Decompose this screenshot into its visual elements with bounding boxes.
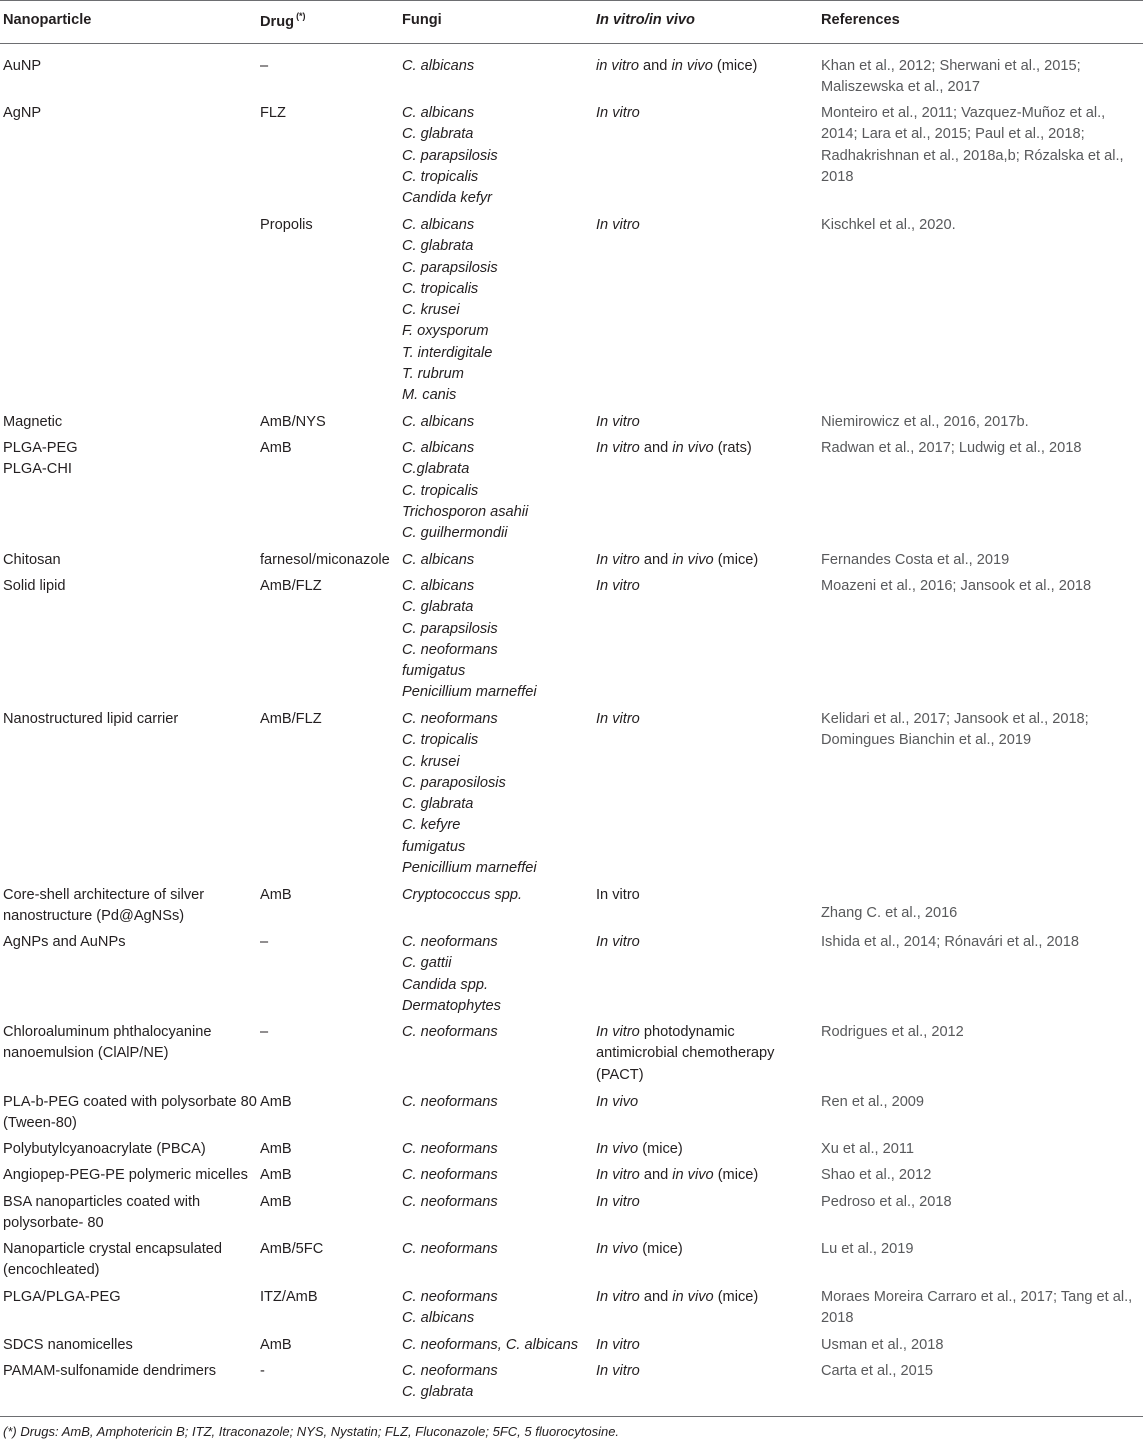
fungus-name: fumigatus xyxy=(402,838,466,855)
cell-references: Ren et al., 2009 xyxy=(821,1094,925,1110)
cell-drug: – xyxy=(260,1024,269,1040)
fungus-name: C. neoformans xyxy=(402,1241,498,1257)
fungus-name: C. parapsilosis xyxy=(402,147,498,164)
cell-fungi xyxy=(402,932,594,1017)
cell-invitro-invivo: In vivo (mice) xyxy=(596,1141,683,1157)
cell-nanoparticle: AuNP xyxy=(3,58,42,74)
cell-fungi xyxy=(402,1022,594,1043)
header-references: References xyxy=(821,12,900,28)
cell-invitro-invivo: In vitro photodynamic antimicrobial chemotherapy (PACT) xyxy=(596,1024,775,1083)
cell-nanoparticle: AgNPs and AuNPs xyxy=(3,934,126,950)
cell-nanoparticle: PLGA/PLGA-PEG xyxy=(3,1289,121,1305)
cell-invitro-invivo: In vivo xyxy=(596,1094,639,1110)
cell-fungi xyxy=(402,1239,594,1260)
cell-fungi xyxy=(402,576,594,704)
header-invitro-invivo xyxy=(596,12,695,28)
cell-references: Moazeni et al., 2016; Jansook et al., 2018 xyxy=(821,578,1092,594)
table-top-rule xyxy=(0,0,1143,1)
cell-references: Shao et al., 2012 xyxy=(821,1167,932,1183)
fungus-name: C. gattii xyxy=(402,955,452,972)
cell-invitro-invivo: In vitro xyxy=(596,934,640,950)
fungus-name: C. tropicalis xyxy=(402,732,479,749)
fungus-name: C. tropicalis xyxy=(402,482,479,499)
cell-references: Niemirowicz et al., 2016, 2017b. xyxy=(821,414,1029,430)
fungus-name: Penicillium marneffei xyxy=(402,860,537,877)
cell-references: Pedroso et al., 2018 xyxy=(821,1194,952,1210)
cell-nanoparticle: PLA-b-PEG coated with polysorbate 80 (Tween-80) xyxy=(3,1094,257,1132)
cell-drug: – xyxy=(260,58,269,74)
fungus-name: C. neoformans xyxy=(402,711,498,727)
cell-drug: AmB xyxy=(260,887,292,903)
cell-invitro-invivo: In vitro xyxy=(596,711,640,727)
cell-references: Rodrigues et al., 2012 xyxy=(821,1024,964,1040)
cell-references: Radwan et al., 2017; Ludwig et al., 2018 xyxy=(821,440,1082,456)
fungus-name: C. neoformans xyxy=(402,1024,498,1040)
cell-references: Ishida et al., 2014; Rónavári et al., 2018 xyxy=(821,934,1079,950)
cell-nanoparticle: Solid lipid xyxy=(3,578,66,594)
fungus-name: C. paraposilosis xyxy=(402,774,506,791)
fungus-name: C. neoformans, C. albicans xyxy=(402,1337,579,1353)
cell-references: Kelidari et al., 2017; Jansook et al., 2018; Domingues Bianchin et al., 2019 xyxy=(821,711,1089,749)
cell-invitro-invivo: In vitro xyxy=(596,887,640,903)
cell-invitro-invivo: in vitro and in vivo (mice) xyxy=(596,58,758,74)
cell-fungi xyxy=(402,709,594,879)
cell-nanoparticle: SDCS nanomicelles xyxy=(3,1337,133,1353)
cell-references: Zhang C. et al., 2016 xyxy=(821,905,958,921)
fungus-name: C. parapsilosis xyxy=(402,620,498,637)
cell-drug: AmB xyxy=(260,1337,292,1353)
cell-invitro-invivo: In vitro xyxy=(596,578,640,594)
cell-fungi xyxy=(402,885,594,906)
cell-drug: AmB xyxy=(260,1167,292,1183)
cell-references: Xu et al., 2011 xyxy=(821,1141,915,1157)
fungus-name: Penicillium marneffei xyxy=(402,684,537,701)
cell-drug: AmB xyxy=(260,1141,292,1157)
fungus-name: F. oxysporum xyxy=(402,323,489,340)
cell-fungi xyxy=(402,56,594,77)
cell-drug: AmB/NYS xyxy=(260,414,326,430)
cell-nanoparticle: Angiopep-PEG-PE polymeric micelles xyxy=(3,1167,248,1183)
fungus-name: C. glabrata xyxy=(402,238,474,255)
cell-references: Kischkel et al., 2020. xyxy=(821,217,956,233)
cell-nanoparticle: Chitosan xyxy=(3,552,61,568)
cell-drug: Propolis xyxy=(260,217,313,233)
fungus-name: C. neoformans xyxy=(402,641,498,658)
cell-nanoparticle: Nanostructured lipid carrier xyxy=(3,711,179,727)
fungus-name: C. albicans xyxy=(402,1310,475,1327)
cell-drug: AmB xyxy=(260,1194,292,1210)
cell-invitro-invivo: In vitro xyxy=(596,1363,640,1379)
cell-fungi xyxy=(402,1092,594,1113)
fungus-name: T. interdigitale xyxy=(402,344,493,361)
cell-fungi xyxy=(402,550,594,571)
header-invitro-invivo-label: In vitro/in vivo xyxy=(596,12,695,28)
cell-invitro-invivo: In vitro and in vivo (mice) xyxy=(596,1289,759,1305)
fungus-name: C. neoformans xyxy=(402,1194,498,1210)
header-rule xyxy=(0,43,1143,44)
cell-fungi xyxy=(402,1192,594,1213)
cell-nanoparticle: PAMAM-sulfonamide dendrimers xyxy=(3,1363,217,1379)
cell-drug: FLZ xyxy=(260,105,286,121)
cell-fungi xyxy=(402,1361,594,1404)
cell-invitro-invivo: In vitro and in vivo (mice) xyxy=(596,552,759,568)
table-footnote: (*) Drugs: AmB, Amphotericin B; ITZ, Itraconazole; NYS, Nystatin; FLZ, Fluconazole; 5FC, 5 fluorocytosine. xyxy=(3,1424,620,1439)
header-nanoparticle: Nanoparticle xyxy=(3,12,92,28)
cell-nanoparticle: Nanoparticle crystal encapsulated (encochleated) xyxy=(3,1241,223,1279)
cell-drug: - xyxy=(260,1363,265,1379)
fungus-name: C. neoformans xyxy=(402,1167,498,1183)
cell-drug: AmB/FLZ xyxy=(260,578,322,594)
cell-references: Carta et al., 2015 xyxy=(821,1363,933,1379)
cell-invitro-invivo: In vitro xyxy=(596,105,640,121)
cell-drug: – xyxy=(260,934,269,950)
fungus-name: fumigatus xyxy=(402,663,466,680)
fungus-name: C. glabrata xyxy=(402,1384,474,1401)
cell-invitro-invivo: In vivo (mice) xyxy=(596,1241,683,1257)
fungus-name: C. glabrata xyxy=(402,599,474,616)
cell-references: Fernandes Costa et al., 2019 xyxy=(821,552,1010,568)
cell-drug: farnesol/miconazole xyxy=(260,552,390,568)
cell-invitro-invivo: In vitro and in vivo (rats) xyxy=(596,440,752,456)
fungus-name: C. albicans xyxy=(402,58,475,74)
cell-nanoparticle: AgNP xyxy=(3,105,42,121)
cell-fungi xyxy=(402,1165,594,1186)
fungus-name: C. albicans xyxy=(402,105,475,121)
fungus-name: C. parapsilosis xyxy=(402,259,498,276)
fungus-name: C. glabrata xyxy=(402,126,474,143)
fungus-name: C. neoformans xyxy=(402,1363,498,1379)
header-drug-footnote-mark: (*) xyxy=(296,11,306,21)
fungus-name: Candida spp. xyxy=(402,976,489,993)
cell-references: Lu et al., 2019 xyxy=(821,1241,914,1257)
cell-invitro-invivo: In vitro and in vivo (mice) xyxy=(596,1167,759,1183)
cell-nanoparticle: Core-shell architecture of silver nanostructure (Pd@AgNSs) xyxy=(3,887,205,925)
cell-nanoparticle: Chloroaluminum phthalocyanine nanoemulsion (ClAlP/NE) xyxy=(3,1024,212,1062)
header-drug-label: Drug xyxy=(260,13,295,30)
fungus-name: C. albicans xyxy=(402,440,475,456)
cell-fungi xyxy=(402,215,594,407)
cell-fungi xyxy=(402,412,594,433)
cell-invitro-invivo: In vitro xyxy=(596,414,640,430)
fungus-name: C. neoformans xyxy=(402,1141,498,1157)
cell-references: Monteiro et al., 2011; Vazquez-Muñoz et al., 2014; Lara et al., 2015; Paul et al., 2018; Radhakrishnan et al., 2018a,b; Rózalska et al., 2018 xyxy=(821,105,1124,185)
cell-fungi xyxy=(402,1139,594,1160)
header-fungi: Fungi xyxy=(402,12,442,28)
cell-drug: AmB xyxy=(260,1094,292,1110)
cell-nanoparticle: BSA nanoparticles coated with polysorbate- 80 xyxy=(3,1194,201,1232)
fungus-name: C. albicans xyxy=(402,552,475,568)
fungus-name: C. neoformans xyxy=(402,1094,498,1110)
fungus-name: C. krusei xyxy=(402,753,460,770)
cell-references: Moraes Moreira Carraro et al., 2017; Tang et al., 2018 xyxy=(821,1289,1133,1327)
cell-nanoparticle: Magnetic xyxy=(3,414,63,430)
fungus-name: C. tropicalis xyxy=(402,280,479,297)
fungus-name: Cryptococcus spp. xyxy=(402,887,523,903)
cell-references: Usman et al., 2018 xyxy=(821,1337,944,1353)
cell-fungi xyxy=(402,1287,594,1330)
fungus-name: Candida kefyr xyxy=(402,190,493,207)
cell-fungi xyxy=(402,103,594,209)
fungus-name: C. tropicalis xyxy=(402,168,479,185)
cell-nanoparticle: PLGA-PEG PLGA-CHI xyxy=(3,440,78,478)
fungus-name: Trichosporon asahii xyxy=(402,503,529,520)
fungus-name: T. rubrum xyxy=(402,366,464,383)
cell-drug: ITZ/AmB xyxy=(260,1289,318,1305)
cell-drug: AmB xyxy=(260,440,292,456)
fungus-name: C. neoformans xyxy=(402,1289,498,1305)
fungus-name: C. albicans xyxy=(402,578,475,594)
fungus-name: C. glabrata xyxy=(402,796,474,813)
fungus-name: C. neoformans xyxy=(402,934,498,950)
fungus-name: C. kefyre xyxy=(402,817,461,834)
header-drug xyxy=(260,12,306,30)
cell-invitro-invivo: In vitro xyxy=(596,1194,640,1210)
cell-invitro-invivo: In vitro xyxy=(596,217,640,233)
cell-fungi xyxy=(402,438,594,544)
fungus-name: C. guilhermondii xyxy=(402,525,508,542)
fungus-name: C. albicans xyxy=(402,414,475,430)
cell-drug: AmB/FLZ xyxy=(260,711,322,727)
fungus-name: C. krusei xyxy=(402,302,460,319)
fungus-name: M. canis xyxy=(402,387,457,404)
fungus-name: C.glabrata xyxy=(402,461,470,478)
cell-nanoparticle: Polybutylcyanoacrylate (PBCA) xyxy=(3,1141,206,1157)
table-bottom-rule xyxy=(0,1416,1143,1417)
cell-drug: AmB/5FC xyxy=(260,1241,324,1257)
fungus-name: C. albicans xyxy=(402,217,475,233)
cell-references: Khan et al., 2012; Sherwani et al., 2015; Maliszewska et al., 2017 xyxy=(821,58,1081,96)
cell-fungi xyxy=(402,1335,594,1356)
cell-invitro-invivo: In vitro xyxy=(596,1337,640,1353)
fungus-name: Dermatophytes xyxy=(402,997,501,1014)
